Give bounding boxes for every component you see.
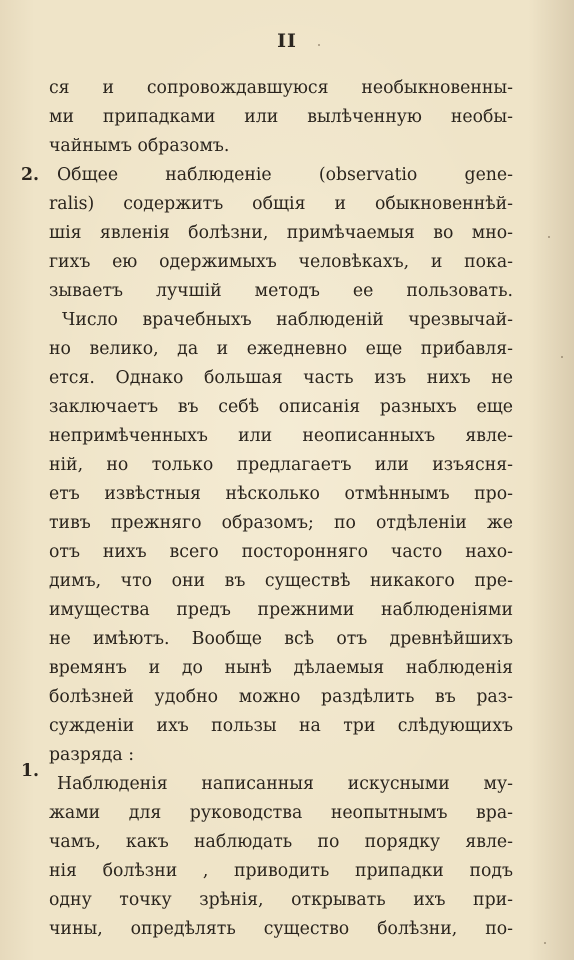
list-marker-1: 1. [21,761,40,781]
list-marker-2: 2. [21,165,40,185]
text-line: нія болѣзни , приводить припадки подъ [49,861,513,881]
text-line: Число врачебныхъ наблюденій чрезвычай- [62,310,513,330]
text-line: времянъ и до нынѣ дѣлаемыя наблюденія [49,658,513,678]
text-line: не имѣютъ. Вообще всѣ отъ древнѣйшихъ [49,629,513,649]
text-line: димъ, что они въ существѣ никакого пре- [49,571,513,591]
text-line: ми припадками или вылѣченную необы- [49,107,513,127]
text-line: сужденіи ихъ пользы на три слѣдующихъ [49,716,513,736]
text-line: непримѣченныхъ или неописанныхъ явле- [49,426,513,446]
text-line: шія явленія болѣзни, примѣчаемыя во мно- [49,223,513,243]
paper-speck [548,236,550,238]
text-line: болѣзней удобно можно раздѣлить въ раз- [49,687,513,707]
text-line: ся и сопровождавшуюся необыкновенны- [49,78,513,98]
text-line: одну точку зрѣнія, открывать ихъ при- [49,890,513,910]
text-line: гихъ ею одержимыхъ человѣкахъ, и пока- [49,252,513,272]
text-line: ralis) содержитъ общія и обыкновеннѣй- [49,194,513,214]
text-line: етъ извѣстныя нѣсколько отмѣннымъ про- [49,484,513,504]
text-line: тивъ прежняго образомъ; по отдѣленіи же [49,513,513,533]
text-line: ній, но только предлагаетъ или изъясня- [49,455,513,475]
page-number: II [277,30,297,52]
text-line: Наблюденія написанныя искусными му- [57,774,513,794]
text-line: разряда : [49,745,135,765]
text-line: Общее наблюденіе (observatio gene- [57,165,513,185]
paper-speck [318,44,320,46]
text-line: жами для руководства неопытнымъ вра- [49,803,513,823]
paper-speck [561,356,563,358]
text-line: имущества предъ прежними наблюденіями [49,600,513,620]
paper-speck [544,942,546,944]
text-line: заключаетъ въ себѣ описанія разныхъ еще [49,397,513,417]
text-line: отъ нихъ всего посторонняго часто нахо- [49,542,513,562]
text-line: но велико, да и ежедневно еще прибавля- [49,339,513,359]
text-line: зываетъ лучшій методъ ее пользовать. [49,281,513,301]
text-line: чайнымъ образомъ. [49,136,230,156]
text-line: чамъ, какъ наблюдать по порядку явле- [49,832,513,852]
text-line: чины, опредѣлять существо болѣзни, по- [49,919,513,939]
text-line: ется. Однако большая часть изъ нихъ не [49,368,513,388]
